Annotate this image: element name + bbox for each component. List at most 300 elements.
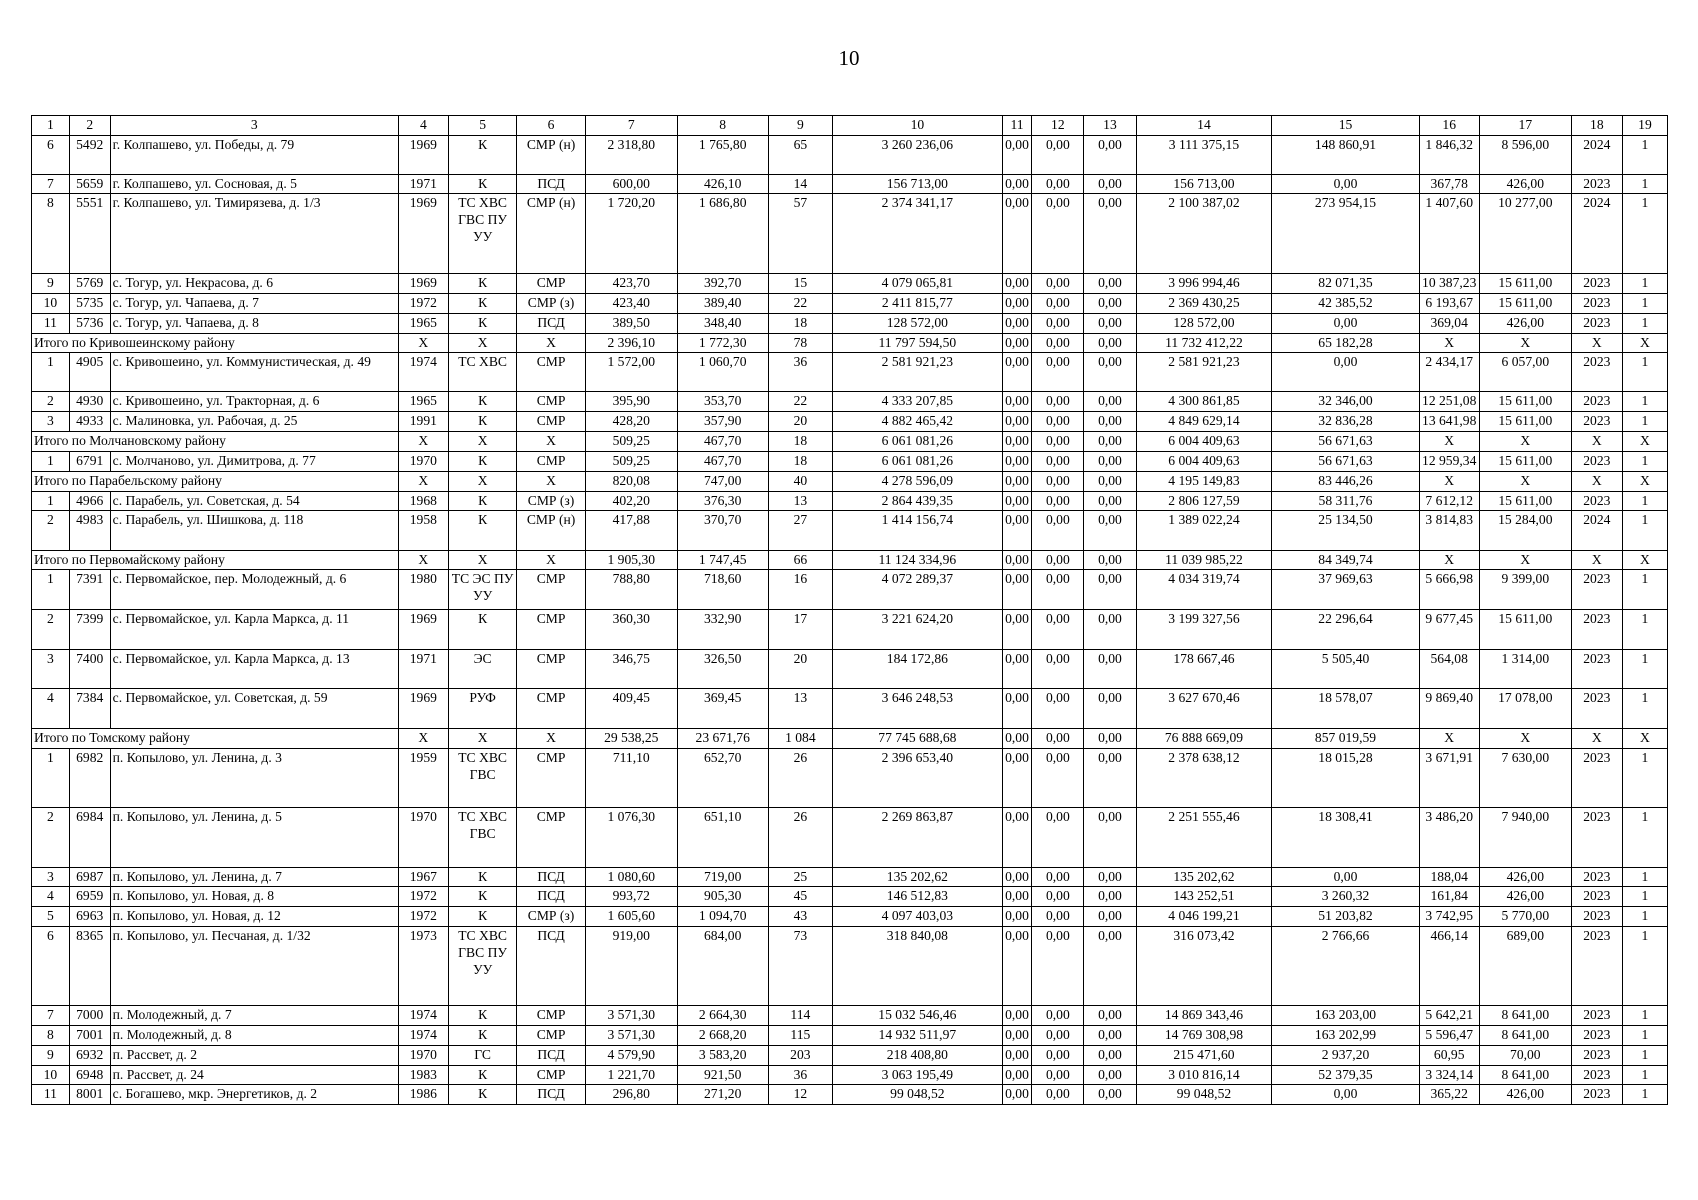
- table-cell: 4 882 465,42: [833, 412, 1003, 432]
- table-cell: 2 318,80: [585, 136, 677, 175]
- building-row: [32, 650, 1668, 689]
- table-cell: 0,00: [1084, 452, 1136, 472]
- header-cell: 13: [1084, 116, 1136, 136]
- total-cell: 820,08: [585, 472, 677, 492]
- table-cell: 9 677,45: [1419, 610, 1479, 650]
- table-cell: ГС: [448, 1046, 516, 1066]
- table-cell: 0,00: [1002, 1006, 1032, 1026]
- table-cell: 0,00: [1002, 511, 1032, 551]
- table-cell: 6 061 081,26: [833, 452, 1003, 472]
- table-cell: 426,00: [1479, 868, 1571, 887]
- table-cell: 22 296,64: [1272, 610, 1419, 650]
- table-cell: 128 572,00: [1136, 314, 1272, 334]
- total-cell: Х: [1419, 432, 1479, 452]
- table-cell: 0,00: [1084, 650, 1136, 689]
- total-cell: 0,00: [1084, 334, 1136, 353]
- table-cell: 188,04: [1419, 868, 1479, 887]
- table-cell: 5 596,47: [1419, 1026, 1479, 1046]
- table-cell: 3 324,14: [1419, 1066, 1479, 1085]
- table-cell: 0,00: [1084, 294, 1136, 314]
- building-row: [32, 1006, 1668, 1026]
- table-cell: СМР (з): [517, 294, 585, 314]
- table-cell: 18 578,07: [1272, 689, 1419, 729]
- building-row: [32, 689, 1668, 729]
- table-cell: 271,20: [677, 1085, 768, 1105]
- table-cell: 509,25: [585, 452, 677, 472]
- building-row: [32, 868, 1668, 887]
- table-cell: 4930: [69, 392, 110, 412]
- table-cell: 2023: [1571, 412, 1622, 432]
- total-cell: 0,00: [1002, 551, 1032, 570]
- table-cell: 156 713,00: [833, 175, 1003, 194]
- address-cell: с. Парабель, ул. Шишкова, д. 118: [110, 511, 398, 551]
- header-cell: 14: [1136, 116, 1272, 136]
- table-cell: СМР: [517, 650, 585, 689]
- table-cell: ПСД: [517, 927, 585, 1006]
- table-cell: 5 642,21: [1419, 1006, 1479, 1026]
- address-cell: п. Копылово, ул. Ленина, д. 5: [110, 808, 398, 868]
- table-cell: 14 869 343,46: [1136, 1006, 1272, 1026]
- table-cell: К: [448, 274, 516, 294]
- table-cell: 42 385,52: [1272, 294, 1419, 314]
- table-cell: 1: [1622, 1026, 1667, 1046]
- address-cell: п. Копылово, ул. Новая, д. 8: [110, 887, 398, 907]
- table-cell: 417,88: [585, 511, 677, 551]
- total-cell: 77 745 688,68: [833, 729, 1003, 749]
- table-cell: К: [448, 868, 516, 887]
- table-cell: К: [448, 887, 516, 907]
- total-cell: Х: [1571, 432, 1622, 452]
- table-cell: 2023: [1571, 808, 1622, 868]
- table-cell: 600,00: [585, 175, 677, 194]
- building-row: [32, 136, 1668, 175]
- table-cell: 1972: [398, 887, 448, 907]
- table-cell: 5 770,00: [1479, 907, 1571, 927]
- table-cell: 2023: [1571, 392, 1622, 412]
- table-cell: 163 202,99: [1272, 1026, 1419, 1046]
- building-row: [32, 194, 1668, 274]
- table-cell: 58 311,76: [1272, 492, 1419, 511]
- table-cell: 135 202,62: [1136, 868, 1272, 887]
- table-cell: 1: [1622, 412, 1667, 432]
- table-cell: 1 076,30: [585, 808, 677, 868]
- total-cell: Х: [1571, 472, 1622, 492]
- table-cell: 3 583,20: [677, 1046, 768, 1066]
- table-cell: 7001: [69, 1026, 110, 1046]
- table-cell: СМР (з): [517, 907, 585, 927]
- table-cell: 7: [32, 1006, 70, 1026]
- total-cell: Х: [1622, 472, 1667, 492]
- total-cell: 6 004 409,63: [1136, 432, 1272, 452]
- table-cell: 376,30: [677, 492, 768, 511]
- table-cell: 2023: [1571, 868, 1622, 887]
- table-cell: 2023: [1571, 927, 1622, 1006]
- header-cell: 2: [69, 116, 110, 136]
- table-cell: 15 611,00: [1479, 294, 1571, 314]
- address-cell: с. Первомайское, ул. Карла Маркса, д. 11: [110, 610, 398, 650]
- table-cell: 1970: [398, 808, 448, 868]
- table-cell: 7399: [69, 610, 110, 650]
- total-cell: 0,00: [1032, 432, 1084, 452]
- table-cell: 37 969,63: [1272, 570, 1419, 610]
- table-cell: 0,00: [1002, 1085, 1032, 1105]
- table-cell: 357,90: [677, 412, 768, 432]
- building-row: [32, 314, 1668, 334]
- table-cell: 2023: [1571, 353, 1622, 392]
- table-cell: 4983: [69, 511, 110, 551]
- header-cell: 15: [1272, 116, 1419, 136]
- table-cell: 0,00: [1032, 808, 1084, 868]
- total-cell: 11 124 334,96: [833, 551, 1003, 570]
- table-cell: ПСД: [517, 887, 585, 907]
- table-cell: 3 646 248,53: [833, 689, 1003, 729]
- table-cell: 1969: [398, 274, 448, 294]
- table-cell: 1 060,70: [677, 353, 768, 392]
- table-cell: 4 333 207,85: [833, 392, 1003, 412]
- table-cell: 296,80: [585, 1085, 677, 1105]
- total-cell: Х: [1479, 432, 1571, 452]
- table-cell: 4 034 319,74: [1136, 570, 1272, 610]
- address-cell: п. Рассвет, д. 2: [110, 1046, 398, 1066]
- table-cell: 1: [1622, 907, 1667, 927]
- table-cell: 22: [768, 294, 832, 314]
- table-cell: 2023: [1571, 492, 1622, 511]
- table-cell: 9: [32, 1046, 70, 1066]
- total-cell: Х: [1419, 334, 1479, 353]
- table-cell: 15: [768, 274, 832, 294]
- table-cell: 4 579,90: [585, 1046, 677, 1066]
- table-cell: 2023: [1571, 294, 1622, 314]
- table-cell: 0,00: [1032, 274, 1084, 294]
- table-cell: 6959: [69, 887, 110, 907]
- table-cell: 0,00: [1032, 650, 1084, 689]
- table-cell: 4: [32, 689, 70, 729]
- district-total-row: [32, 551, 1668, 570]
- table-cell: 0,00: [1084, 392, 1136, 412]
- table-cell: 3 814,83: [1419, 511, 1479, 551]
- table-cell: 114: [768, 1006, 832, 1026]
- address-cell: с. Богашево, мкр. Энергетиков, д. 2: [110, 1085, 398, 1105]
- table-cell: СМР: [517, 1026, 585, 1046]
- table-cell: 1: [32, 353, 70, 392]
- table-cell: 9: [32, 274, 70, 294]
- table-cell: 2: [32, 808, 70, 868]
- table-cell: 684,00: [677, 927, 768, 1006]
- header-cell: 16: [1419, 116, 1479, 136]
- building-row: [32, 927, 1668, 1006]
- table-cell: 7000: [69, 1006, 110, 1026]
- table-cell: 426,00: [1479, 314, 1571, 334]
- table-cell: 392,70: [677, 274, 768, 294]
- table-cell: 0,00: [1084, 749, 1136, 808]
- table-cell: СМР: [517, 392, 585, 412]
- table-cell: 1991: [398, 412, 448, 432]
- table-cell: 0,00: [1032, 749, 1084, 808]
- address-cell: п. Рассвет, д. 24: [110, 1066, 398, 1085]
- table-cell: 1: [1622, 1006, 1667, 1026]
- table-cell: 0,00: [1084, 1006, 1136, 1026]
- table-cell: 2023: [1571, 175, 1622, 194]
- address-cell: г. Колпашево, ул. Победы, д. 79: [110, 136, 398, 175]
- address-cell: с. Тогур, ул. Чапаева, д. 7: [110, 294, 398, 314]
- total-cell: 0,00: [1032, 729, 1084, 749]
- total-cell: 857 019,59: [1272, 729, 1419, 749]
- table-cell: 0,00: [1032, 412, 1084, 432]
- table-cell: 3 221 624,20: [833, 610, 1003, 650]
- table-cell: 36: [768, 1066, 832, 1085]
- table-cell: 1 221,70: [585, 1066, 677, 1085]
- table-cell: 426,00: [1479, 1085, 1571, 1105]
- table-cell: 43: [768, 907, 832, 927]
- total-cell: 0,00: [1002, 472, 1032, 492]
- table-cell: 1: [1622, 1046, 1667, 1066]
- table-cell: 3 486,20: [1419, 808, 1479, 868]
- total-cell: Х: [448, 551, 516, 570]
- table-cell: 18 015,28: [1272, 749, 1419, 808]
- table-cell: 0,00: [1002, 294, 1032, 314]
- total-cell: Х: [517, 334, 585, 353]
- total-cell: Х: [1479, 472, 1571, 492]
- table-cell: 1973: [398, 927, 448, 1006]
- district-total-row: [32, 729, 1668, 749]
- table-cell: 2: [32, 511, 70, 551]
- table-cell: 6 193,67: [1419, 294, 1479, 314]
- table-cell: 6948: [69, 1066, 110, 1085]
- table-cell: 5659: [69, 175, 110, 194]
- table-cell: 15 611,00: [1479, 274, 1571, 294]
- table-cell: 1972: [398, 907, 448, 927]
- table-cell: 20: [768, 650, 832, 689]
- table-cell: СМР: [517, 1066, 585, 1085]
- table-cell: 3 996 994,46: [1136, 274, 1272, 294]
- table-cell: 365,22: [1419, 1085, 1479, 1105]
- table-cell: 3 199 327,56: [1136, 610, 1272, 650]
- table-cell: 1: [1622, 808, 1667, 868]
- total-cell: Х: [1419, 551, 1479, 570]
- total-cell: Х: [398, 551, 448, 570]
- table-cell: 0,00: [1002, 887, 1032, 907]
- table-cell: 0,00: [1002, 353, 1032, 392]
- table-cell: 1: [1622, 689, 1667, 729]
- table-cell: 0,00: [1032, 314, 1084, 334]
- table-cell: 8: [32, 194, 70, 274]
- total-cell: Х: [448, 729, 516, 749]
- table-cell: 1: [1622, 314, 1667, 334]
- district-total-row: [32, 472, 1668, 492]
- table-cell: 0,00: [1084, 927, 1136, 1006]
- table-cell: ТС ХВС: [448, 353, 516, 392]
- table-cell: 0,00: [1002, 314, 1032, 334]
- table-cell: 360,30: [585, 610, 677, 650]
- district-total-label: Итого по Томскому району: [32, 729, 399, 749]
- table-cell: 0,00: [1084, 492, 1136, 511]
- table-cell: 6987: [69, 868, 110, 887]
- table-cell: 719,00: [677, 868, 768, 887]
- table-cell: 348,40: [677, 314, 768, 334]
- total-cell: 4 195 149,83: [1136, 472, 1272, 492]
- table-cell: 4 300 861,85: [1136, 392, 1272, 412]
- table-cell: 2023: [1571, 1066, 1622, 1085]
- total-cell: Х: [448, 334, 516, 353]
- building-row: [32, 808, 1668, 868]
- header-cell: 3: [110, 116, 398, 136]
- table-cell: 0,00: [1032, 610, 1084, 650]
- table-cell: 369,04: [1419, 314, 1479, 334]
- table-cell: 3 571,30: [585, 1006, 677, 1026]
- table-cell: 4966: [69, 492, 110, 511]
- total-cell: 83 446,26: [1272, 472, 1419, 492]
- district-total-label: Итого по Парабельскому району: [32, 472, 399, 492]
- header-cell: 18: [1571, 116, 1622, 136]
- table-cell: 1970: [398, 452, 448, 472]
- header-cell: 19: [1622, 116, 1667, 136]
- total-cell: 0,00: [1084, 472, 1136, 492]
- table-cell: 0,00: [1002, 1066, 1032, 1085]
- table-cell: 0,00: [1002, 808, 1032, 868]
- building-row: [32, 1026, 1668, 1046]
- table-cell: 1: [1622, 650, 1667, 689]
- table-cell: 2024: [1571, 194, 1622, 274]
- table-cell: 99 048,52: [1136, 1085, 1272, 1105]
- table-cell: СМР: [517, 570, 585, 610]
- table-cell: 10: [32, 294, 70, 314]
- table-cell: 2023: [1571, 1085, 1622, 1105]
- table-cell: 2 581 921,23: [1136, 353, 1272, 392]
- table-cell: 2 251 555,46: [1136, 808, 1272, 868]
- table-cell: 161,84: [1419, 887, 1479, 907]
- table-cell: 0,00: [1084, 1026, 1136, 1046]
- table-cell: 8365: [69, 927, 110, 1006]
- table-cell: 467,70: [677, 452, 768, 472]
- district-total-label: Итого по Молчановскому району: [32, 432, 399, 452]
- table-cell: СМР (з): [517, 492, 585, 511]
- total-cell: 84 349,74: [1272, 551, 1419, 570]
- header-cell: 9: [768, 116, 832, 136]
- table-cell: 13: [768, 492, 832, 511]
- table-cell: 0,00: [1032, 689, 1084, 729]
- table-cell: 1969: [398, 610, 448, 650]
- table-cell: 11: [32, 1085, 70, 1105]
- table-cell: 0,00: [1002, 868, 1032, 887]
- building-row: [32, 353, 1668, 392]
- table-cell: 4 046 199,21: [1136, 907, 1272, 927]
- table-cell: 370,70: [677, 511, 768, 551]
- table-cell: 0,00: [1032, 294, 1084, 314]
- table-cell: 0,00: [1002, 610, 1032, 650]
- table-cell: 919,00: [585, 927, 677, 1006]
- column-number-row: [32, 116, 1668, 136]
- table-cell: 0,00: [1002, 175, 1032, 194]
- table-cell: 2023: [1571, 1006, 1622, 1026]
- total-cell: Х: [448, 472, 516, 492]
- table-cell: 32 346,00: [1272, 392, 1419, 412]
- table-cell: 0,00: [1084, 689, 1136, 729]
- table-cell: 426,10: [677, 175, 768, 194]
- table-cell: 2 864 439,35: [833, 492, 1003, 511]
- district-total-label: Итого по Первомайскому району: [32, 551, 399, 570]
- table-cell: 1958: [398, 511, 448, 551]
- table-cell: 1: [1622, 570, 1667, 610]
- address-cell: п. Молодежный, д. 8: [110, 1026, 398, 1046]
- total-cell: 78: [768, 334, 832, 353]
- table-cell: 8: [32, 1026, 70, 1046]
- table-cell: 2 100 387,02: [1136, 194, 1272, 274]
- table-cell: 318 840,08: [833, 927, 1003, 1006]
- table-cell: 17: [768, 610, 832, 650]
- table-cell: 8 641,00: [1479, 1026, 1571, 1046]
- table-cell: 14: [768, 175, 832, 194]
- table-cell: 1: [1622, 392, 1667, 412]
- table-cell: 1965: [398, 314, 448, 334]
- building-row: [32, 392, 1668, 412]
- table-cell: К: [448, 314, 516, 334]
- address-cell: с. Кривошеино, ул. Тракторная, д. 6: [110, 392, 398, 412]
- total-cell: 1 747,45: [677, 551, 768, 570]
- table-cell: 27: [768, 511, 832, 551]
- total-cell: Х: [1479, 334, 1571, 353]
- table-cell: 6982: [69, 749, 110, 808]
- table-cell: 16: [768, 570, 832, 610]
- table-cell: 2 668,20: [677, 1026, 768, 1046]
- table-cell: 402,20: [585, 492, 677, 511]
- address-cell: с. Тогур, ул. Чапаева, д. 8: [110, 314, 398, 334]
- capital-repair-table: [31, 115, 1668, 1105]
- table-cell: 4: [32, 887, 70, 907]
- table-cell: 5735: [69, 294, 110, 314]
- building-row: [32, 1085, 1668, 1105]
- table-cell: 1972: [398, 294, 448, 314]
- table-cell: К: [448, 392, 516, 412]
- table-cell: 3 063 195,49: [833, 1066, 1003, 1085]
- table-cell: 15 611,00: [1479, 392, 1571, 412]
- table-cell: 56 671,63: [1272, 452, 1419, 472]
- table-cell: СМР: [517, 610, 585, 650]
- table-cell: 0,00: [1272, 868, 1419, 887]
- table-cell: 1986: [398, 1085, 448, 1105]
- building-row: [32, 1066, 1668, 1085]
- table-cell: ТС ХВС ГВС: [448, 808, 516, 868]
- address-cell: с. Малиновка, ул. Рабочая, д. 25: [110, 412, 398, 432]
- table-cell: ПСД: [517, 1046, 585, 1066]
- table-cell: 15 611,00: [1479, 492, 1571, 511]
- table-cell: 273 954,15: [1272, 194, 1419, 274]
- table-cell: 1 765,80: [677, 136, 768, 175]
- table-cell: 0,00: [1002, 1046, 1032, 1066]
- total-cell: Х: [398, 472, 448, 492]
- table-cell: 203: [768, 1046, 832, 1066]
- table-cell: 466,14: [1419, 927, 1479, 1006]
- total-cell: Х: [398, 729, 448, 749]
- table-cell: 2 269 863,87: [833, 808, 1003, 868]
- table-cell: 1 720,20: [585, 194, 677, 274]
- table-cell: 0,00: [1032, 907, 1084, 927]
- table-cell: 1 389 022,24: [1136, 511, 1272, 551]
- table-cell: 5736: [69, 314, 110, 334]
- table-cell: 3 010 816,14: [1136, 1066, 1272, 1085]
- building-row: [32, 1046, 1668, 1066]
- table-cell: 993,72: [585, 887, 677, 907]
- table-cell: 52 379,35: [1272, 1066, 1419, 1085]
- address-cell: г. Колпашево, ул. Сосновая, д. 5: [110, 175, 398, 194]
- table-cell: 0,00: [1032, 194, 1084, 274]
- table-cell: 4 097 403,03: [833, 907, 1003, 927]
- address-cell: п. Копылово, ул. Песчаная, д. 1/32: [110, 927, 398, 1006]
- table-cell: 0,00: [1032, 1006, 1084, 1026]
- table-cell: 0,00: [1084, 808, 1136, 868]
- table-cell: 1974: [398, 1026, 448, 1046]
- total-cell: 11 039 985,22: [1136, 551, 1272, 570]
- building-row: [32, 570, 1668, 610]
